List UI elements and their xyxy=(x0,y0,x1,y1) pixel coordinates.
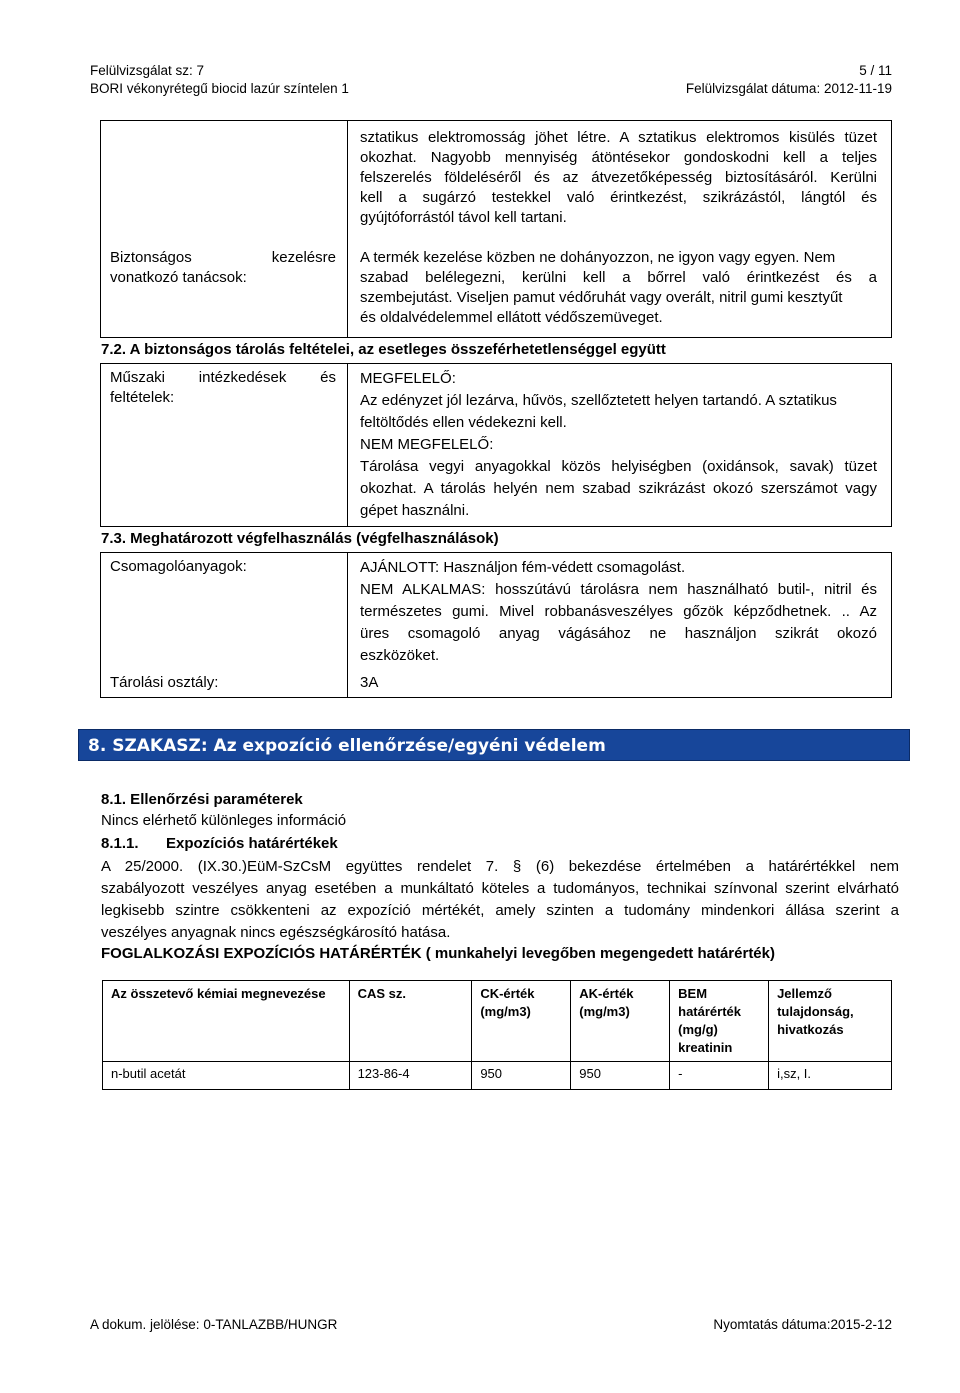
footer-print-date: Nyomtatás dátuma:2015-2-12 xyxy=(713,1317,892,1332)
header-cell-property: Jellemző tulajdonság, hivatkozás xyxy=(769,981,892,1062)
header-revision: Felülvizsgálat sz: 7 xyxy=(90,63,205,78)
footer-document-id: A dokum. jelölése: 0-TANLAZBB/HUNGR xyxy=(90,1317,338,1332)
section-8-1-1-number: 8.1.1. xyxy=(101,835,139,852)
safe-handling-label: Biztonságos kezelésre vonatkozó tanácsok: xyxy=(110,249,336,286)
end-use-column-divider xyxy=(347,552,348,697)
packaging-label: Csomagolóanyagok: xyxy=(110,558,247,575)
storage-class-value: 3A xyxy=(360,674,379,691)
exposure-limits-table xyxy=(102,980,892,1090)
section-8-1-title: 8.1. Ellenőrzési paraméterek xyxy=(101,791,303,808)
packaging-text: AJÁNLOTT: Használjon fém-védett csomagolást. NEM ALKALMAS: hosszútávú tárolásra nem használható butil-, nitril és természetes gumi. Mivel robbanásveszélyes gőzök képződhetnek. .. Az üres csomagoló anyag vágásához ne használjon szikrát okozó eszközöket. xyxy=(360,559,877,664)
header-page-number: 5 / 11 xyxy=(859,63,892,78)
section-8-heading-bar: 8. SZAKASZ: Az expozíció ellenőrzése/egyéni védelem xyxy=(78,729,910,761)
exposure-limit-heading: FOGLALKOZÁSI EXPOZÍCIÓS HATÁRÉRTÉK ( munkahelyi levegőben megengedett határérték) xyxy=(101,945,775,962)
cell-bem: - xyxy=(670,1062,769,1090)
header-cell-ck: CK-érték (mg/m3) xyxy=(472,981,571,1062)
table-header-row xyxy=(103,981,892,1062)
cell-ak: 950 xyxy=(571,1062,670,1090)
header-cell-cas: CAS sz. xyxy=(349,981,472,1062)
section-8-1-1-title: Expozíciós határértékek xyxy=(166,835,338,852)
header-cell-component-name: Az összetevő kémiai megnevezése xyxy=(103,981,350,1062)
table-row xyxy=(103,1062,892,1090)
header-review-date: Felülvizsgálat dátuma: 2012-11-19 xyxy=(685,81,892,96)
storage-column-divider xyxy=(347,363,348,526)
cell-property: i,sz, I. xyxy=(769,1062,892,1090)
header-cell-ak: AK-érték (mg/m3) xyxy=(571,981,670,1062)
handling-precautions-text: sztatikus elektromosság jöhet létre. A sztatikus elektromos kisülés tüzet okozhat. Nagyobb mennyiség átöntésekor gondoskodni kell a teljes felszerelés földeléséről és az átvezetőképesség biztosításáról. Kerülni kell a sugárzó testekkel való érintkezést, szikrázástól, lángtól és gyújtóforrástól távol kell tartani. xyxy=(360,129,877,226)
regulation-paragraph: A 25/2000. (IX.30.)EüM-SzCsM együttes rendelet 7. § (6) bekezdése értelmében a határértékkel nem szabályozott veszélyes anyag esetében a munkáltató köteles a tudományos, technikai színvonal szerint elvárható legkisebb szintre csökkenteni az expozíció mértékét, amely szinten a tudomány mindenkori állása szerint a veszélyes anyagnak nincs egészségkárosító hatása. xyxy=(101,858,899,941)
header-cell-bem: BEM határérték (mg/g) kreatinin xyxy=(670,981,769,1062)
section-7-3-title: 7.3. Meghatározott végfelhasználás (végfelhasználások) xyxy=(101,530,499,547)
handling-column-divider xyxy=(347,120,348,337)
storage-class-label: Tárolási osztály: xyxy=(110,674,219,691)
no-information-text: Nincs elérhető különleges információ xyxy=(101,812,347,829)
cell-ck: 950 xyxy=(472,1062,571,1090)
cell-component-name: n-butil acetát xyxy=(103,1062,350,1090)
technical-measures-label: Műszaki intézkedések és feltételek: xyxy=(110,369,336,406)
safe-handling-advice-text: A termék kezelése közben ne dohányozzon, ne igyon vagy egyen. Nem szabad belélegezni, kerülni kell a bőrrel való érintkezést és a szembejutást. Viseljen pamut védőruhát vagy overált, nitril gumi kesztyűt és oldalvédelemmel ellátott védőszemüveget. xyxy=(360,249,877,326)
header-product-name: BORI vékonyrétegű biocid lazúr színtelen 1 xyxy=(90,81,349,96)
section-7-2-title: 7.2. A biztonságos tárolás feltételei, az esetleges összeférhetetlenséggel együtt xyxy=(101,341,666,358)
cell-cas: 123-86-4 xyxy=(349,1062,472,1090)
storage-conditions-text: MEGFELELŐ: Az edényzet jól lezárva, hűvös, szellőztetett helyen tartandó. A sztatikus feltöltődés ellen védekezni kell. NEM MEGFELELŐ: Tárolása vegyi anyagokkal közös helyiségben (oxidánsok, savak) tüzet okozhat. A tárolás helyén nem szabad szikrázást okozó szerszámot vagy gépet használni. xyxy=(360,370,877,519)
